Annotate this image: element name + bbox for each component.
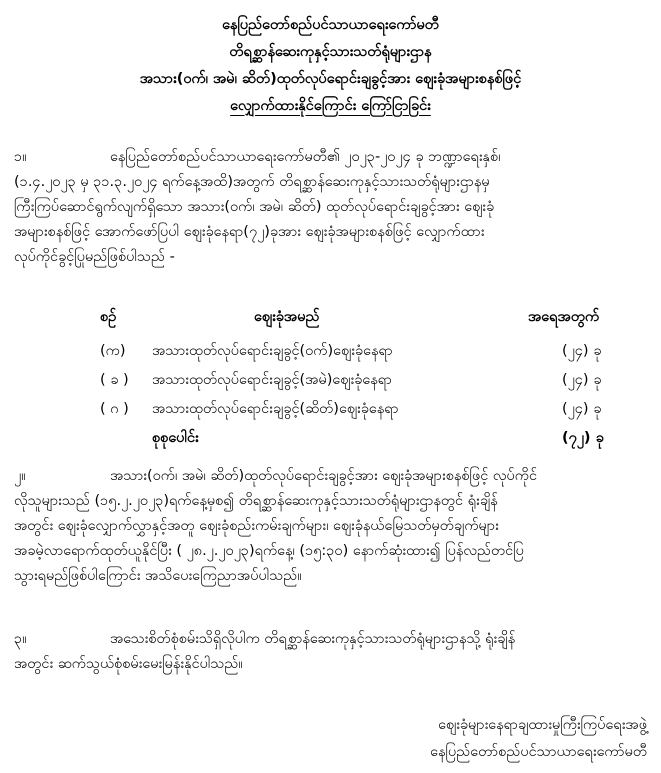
paragraph-line: နေပြည်တော်စည်ပင်သာယာရေးကော်မတီ၏ ၂၀၂၃-၂၀၂၄ ခု ဘဏ္ဍာရေးနှစ်၊ bbox=[110, 149, 501, 165]
paragraph-line: အတွင်း ဆက်သွယ်စုံစမ်းမေးမြန်းနိုင်ပါသည်။ bbox=[14, 656, 243, 672]
paragraph-line: အသေးစိတ်စုံစမ်းသိရှိလိုပါက တိရစ္ဆာန်ဆေးကုနှင့်သားသတ်ရုံများဌာနသို့ ရုံးချိန် bbox=[110, 631, 516, 647]
row-serial: (က) bbox=[100, 343, 126, 359]
row-stall-name: အသားထုတ်လုပ်ရောင်းချခွင့်(ဆိတ်)ဈေးခုံနေရာ bbox=[152, 401, 399, 417]
paragraph-line: အများစနစ်ဖြင့် အောက်ဖော်ပြပါ ဈေးခုံနေရာ(၇၂)ခုအား ဈေးခုံအများစနစ်ဖြင့် လျှောက်ထား bbox=[14, 224, 485, 240]
announcement-title bbox=[0, 12, 661, 120]
paragraph-2 bbox=[14, 464, 650, 589]
paragraph-line: (၁.၄.၂၀၂၃ မှ ၃၁.၃.၂၀၂၄ ရက်နေ့အထိ)အတွက် တိရစ္ဆာန်ဆေးကုနှင့်သားသတ်ရုံများဌာနမှ bbox=[14, 174, 490, 190]
table-header-row bbox=[14, 303, 654, 332]
paragraph-line: အတွင်း ဈေးခုံလျှောက်လွှာနှင့်အတူ ဈေးခုံစည်းကမ်းချက်များ၊ ဈေးခုံနယ်မြေသတ်မှတ်ချက်များ bbox=[14, 518, 499, 534]
paragraph-line: လိုသူများသည် (၁၅.၂.၂၀၂၃)ရက်နေ့မှစ၍ တိရစ္ဆာန်ဆေးကုနှင့်သားသတ်ရုံများဌာနတွင် ရုံးချိန် bbox=[14, 493, 498, 509]
row-serial: ( ခ ) bbox=[100, 372, 129, 388]
row-stall-name: အသားထုတ်လုပ်ရောင်းချခွင့်(အမဲ)ဈေးခုံနေရာ bbox=[152, 372, 393, 388]
paragraph-line: ကြီးကြပ်ဆောင်ရွက်လျက်ရှိသော အသား(ဝက်၊ အမဲ၊ ဆိတ်) ထုတ်လုပ်ရောင်းချခွင့်အား ဈေးခုံ bbox=[14, 199, 495, 215]
paragraph-line: လုပ်ကိုင်ခွင့်ပြုမည်ဖြစ်ပါသည် - bbox=[14, 249, 175, 265]
row-stall-name: အသားထုတ်လုပ်ရောင်းချခွင့်(ဝက်)ဈေးခုံနေရာ bbox=[152, 343, 393, 359]
table-row bbox=[14, 337, 654, 366]
signature-line-2: နေပြည်တော်စည်ပင်သာယာရေးကော်မတီ bbox=[430, 744, 647, 760]
table-row bbox=[14, 395, 654, 424]
title-line-4: လျှောက်ထားနိုင်ကြောင်း ကြော်ငြာခြင်း bbox=[230, 98, 431, 114]
paragraph-line: သွားရမည်ဖြစ်ပါကြောင်း အသိပေးကြေညာအပ်ပါသည်။ bbox=[14, 568, 302, 584]
paragraph-3 bbox=[14, 627, 650, 677]
total-label: စုစုပေါင်း bbox=[152, 430, 199, 446]
row-quantity: (၂၄) ခု bbox=[562, 372, 602, 388]
header-quantity: အရေအတွက် bbox=[528, 309, 600, 325]
paragraph-1 bbox=[14, 145, 650, 270]
paragraph-number: ၂။ bbox=[14, 468, 26, 484]
signature-block bbox=[430, 712, 647, 766]
paragraph-line: အခမဲ့လာရောက်ထုတ်ယူနိုင်ပြီး ( ၂၈.၂.၂၀၂၃)ရက်နေ့၊ (၁၅:၃၀) နောက်ဆုံးထား၍ ပြန်လည်တင်ပြ bbox=[14, 543, 524, 559]
paragraph-number: ၃။ bbox=[14, 631, 27, 647]
table-total-row bbox=[14, 424, 654, 453]
signature-line-1: ဈေးခုံများနေရာချထားမှုကြီးကြပ်ရေးအဖွဲ့ bbox=[438, 717, 647, 733]
row-serial: ( ဂ ) bbox=[100, 401, 129, 417]
title-line-2: တိရစ္ဆာန်ဆေးကုနှင့်သားသတ်ရုံများဌာန bbox=[229, 44, 432, 60]
row-quantity: (၂၄) ခု bbox=[562, 343, 602, 359]
paragraph-number: ၁။ bbox=[14, 149, 27, 165]
title-line-3: အသား(ဝက်၊ အမဲ၊ ဆိတ်)ထုတ်လုပ်ရောင်းချခွင့်အား ဈေးခုံအများစနစ်ဖြင့် bbox=[139, 71, 522, 87]
header-stall-name: ဈေးခုံအမည် bbox=[254, 309, 320, 325]
stall-table bbox=[14, 303, 654, 453]
total-value: (၇၂) ခု bbox=[562, 430, 604, 446]
title-line-1: နေပြည်တော်စည်ပင်သာယာရေးကော်မတီ bbox=[222, 17, 439, 33]
header-serial: စဉ် bbox=[100, 309, 117, 325]
table-row bbox=[14, 366, 654, 395]
paragraph-line: အသား(ဝက်၊ အမဲ၊ ဆိတ်)ထုတ်လုပ်ရောင်းချခွင့်အား ဈေးခုံအများစနစ်ဖြင့် လုပ်ကိုင် bbox=[110, 468, 537, 484]
row-quantity: (၂၄) ခု bbox=[562, 401, 602, 417]
